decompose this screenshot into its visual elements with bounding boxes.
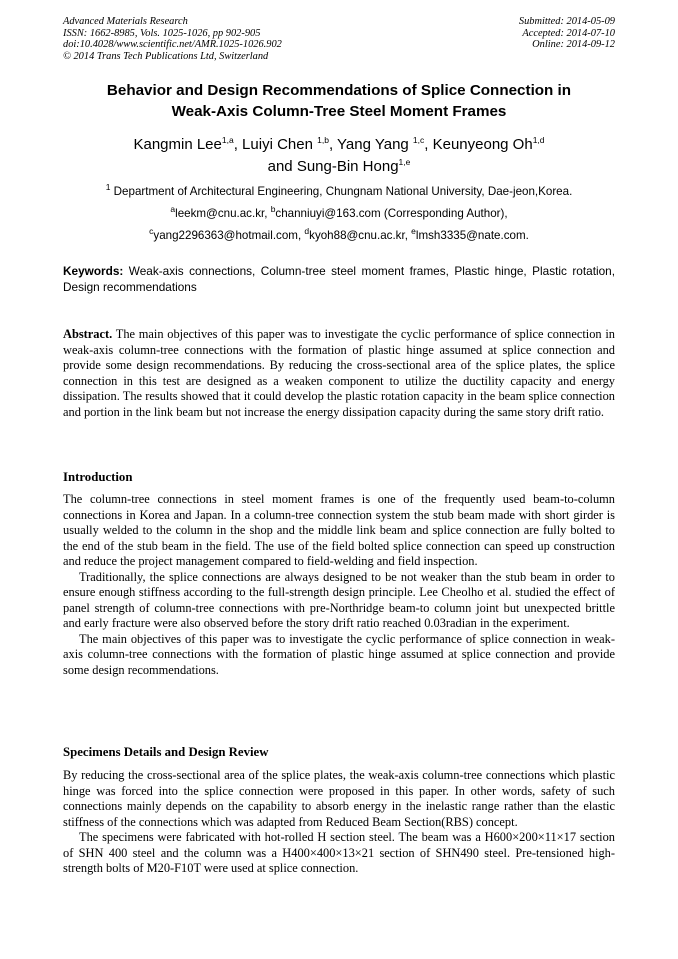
keywords-label: Keywords: <box>63 264 124 278</box>
accepted-date: Accepted: 2014-07-10 <box>522 27 615 39</box>
copyright-line: © 2014 Trans Tech Publications Ltd, Switzerland <box>63 50 269 62</box>
introduction-heading: Introduction <box>63 470 133 484</box>
abstract <box>63 327 615 420</box>
email-address: channiuyi@163.com (Corresponding Author), <box>275 207 508 220</box>
keywords-text: Weak-axis connections, Column-tree steel moment frames, Plastic hinge, Plastic rotation, Design recommendations <box>63 264 615 294</box>
author-line-2 <box>63 156 615 178</box>
email-line-2 <box>63 226 615 243</box>
affiliation-sup: 1 <box>105 182 111 193</box>
title-line-1: Behavior and Design Recommendations of Splice Connection in <box>106 82 572 99</box>
email-sup: a <box>170 204 176 215</box>
submitted-date: Submitted: 2014-05-09 <box>518 16 615 27</box>
author-sup: 1,d <box>532 135 545 145</box>
paragraph: The specimens were fabricated with hot-rolled H section steel. The beam was a H600×200×11×17 section of SHN 400 steel and the column was a H400×400×13×21 section of SHN490 steel. Pre-tensioned high-strength bolts of M20-F10T were used at splice connection. <box>63 830 615 875</box>
email-address: lmsh3335@nate.com. <box>415 229 529 242</box>
title-line-2: Weak-Axis Column-Tree Steel Moment Frames <box>171 103 507 120</box>
author-name: Keunyeong Oh <box>432 136 533 153</box>
journal-header-right <box>519 16 615 51</box>
email-line-1 <box>63 204 615 221</box>
email-address: leekm@cnu.ac.kr, <box>175 207 268 220</box>
author-name: Sung-Bin Hong <box>296 158 399 175</box>
abstract-text: The main objectives of this paper was to investigate the cyclic performance of splice connection in weak-axis column-tree connections with the formation of plastic hinge assumed at splice connection and provide some design recommendations. By reducing the cross-sectional area of the splice plates, the splice connection in this test are designed as a weaken component to utilize the ductility capacity and energy dissipation. The results showed that it could develop the plastic rotation capacity in the beam splice connection and portion in the link beam but not increase the energy dissipation capacity during the same story drift ratio. <box>63 327 616 419</box>
affiliation-text: Department of Architectural Engineering, Chungnam National University, Dae-jeon,Korea. <box>113 185 573 198</box>
author-conjunction: and <box>267 158 293 175</box>
author-name: Kangmin Lee <box>133 136 222 153</box>
specimens-body <box>63 768 615 877</box>
email-sup: e <box>411 226 416 237</box>
introduction-body <box>63 492 615 678</box>
email-sup: d <box>304 226 310 237</box>
author-sup: 1,a <box>221 135 234 145</box>
specimens-heading: Specimens Details and Design Review <box>63 745 269 759</box>
keywords <box>63 263 615 295</box>
author-list <box>63 134 615 178</box>
email-address: kyoh88@cnu.ac.kr, <box>309 229 408 242</box>
author-sup: 1,e <box>398 157 411 167</box>
author-name: Yang Yang <box>337 136 409 153</box>
paragraph: The main objectives of this paper was to investigate the cyclic performance of splice connection in weak-axis column-tree connections with the formation of plastic hinge assumed at splice connection and provide some design recommendations. <box>63 631 615 677</box>
paragraph: By reducing the cross-sectional area of the splice plates, the weak-axis column-tree connections which plastic hinge was forced into the splice connection were proposed in this paper. In other words, safety of such connections mainly depends on the capability to absorb energy in the inelastic range rather than the elastic stiffness of the connections which was adapted from Reduced Beam Section(RBS) concept. <box>63 768 615 829</box>
author-name: Luiyi Chen <box>242 136 313 153</box>
online-date: Online: 2014-09-12 <box>532 39 615 51</box>
journal-header-left <box>63 16 282 62</box>
author-line-1: Kangmin Lee$^{1,a}$, Luiyi Chen $^{1,b}$, Yang Yang $^{1,c}$, Keunyeong Oh$^{1,d}$ <box>133 135 545 153</box>
doi-line: doi:10.4028/www.scientific.net/AMR.1025-1026.902 <box>63 39 282 51</box>
email-sup: b <box>270 204 276 215</box>
paragraph: Traditionally, the splice connections are always designed to be not weaker than the stub beam in order to ensure enough stiffness according to the full-strength design principle. Lee Cheolho et al. studied the effect of panel strength of column-tree connections with pre-Northridge beam-to column joint but unexpected brittle and early fracture were also observed before the story drift ratio reached 0.03radian in the experiment. <box>63 569 615 630</box>
author-sup: 1,c <box>412 135 425 145</box>
affiliation <box>63 182 615 199</box>
issn-line: ISSN: 1662-8985, Vols. 1025-1026, pp 902-905 <box>63 27 261 39</box>
author-sup: 1,b <box>317 135 329 145</box>
email-address: yang2296363@hotmail.com, <box>153 229 302 242</box>
abstract-label: Abstract. <box>63 327 113 341</box>
paragraph: The column-tree connections in steel moment frames is one of the frequently used beam-to-column connections in Korea and Japan. In a column-tree connection system the stub beam made with short girder is usually welded to the column in the shop and the middle link beam and splice connection are fully bolted to the end of the stub beam in the field. The use of the field bolted splice connection can speed up construction and reduce the project management compared to field-welding and field inspection. <box>63 492 615 568</box>
journal-name: Advanced Materials Research <box>63 16 188 27</box>
paper-title <box>63 80 615 122</box>
email-sup: c <box>149 226 154 237</box>
